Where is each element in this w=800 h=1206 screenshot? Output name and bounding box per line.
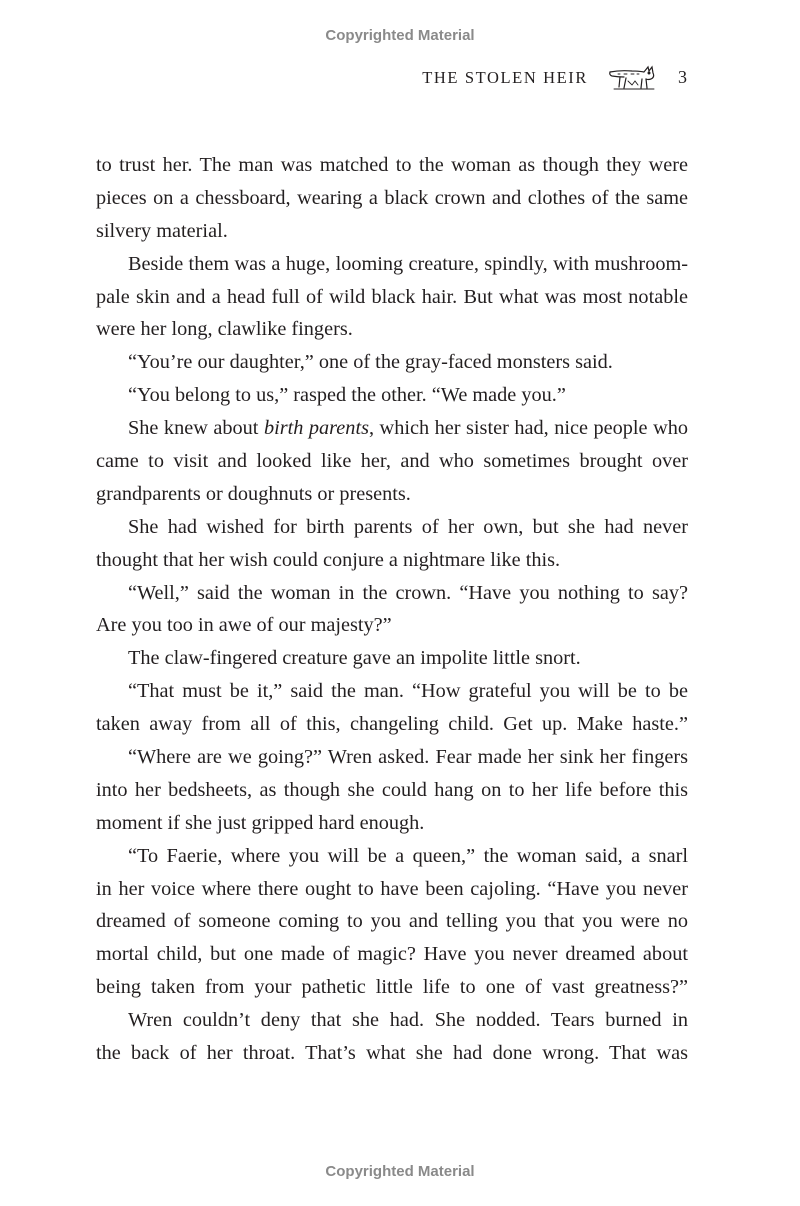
text-line bbox=[96, 511, 688, 544]
text-line bbox=[96, 1004, 688, 1037]
text-line bbox=[96, 807, 688, 840]
text-line bbox=[96, 741, 688, 774]
text-line bbox=[96, 675, 688, 708]
text-line bbox=[96, 642, 688, 675]
text-segment: dreamed of someone coming to you and telling you that you were no bbox=[96, 910, 688, 933]
text-line bbox=[96, 281, 688, 314]
cat-drawing-icon bbox=[606, 64, 658, 92]
copyright-watermark-bottom: Copyrighted Material bbox=[325, 1163, 475, 1180]
text-segment: pale skin and a head full of wild black hair. But what was most notable bbox=[96, 285, 688, 308]
text-segment: silvery material. bbox=[96, 219, 228, 242]
text-segment: came to visit and looked like her, and who sometimes brought over bbox=[96, 450, 688, 473]
text-line bbox=[96, 215, 688, 248]
text-segment: “Where are we going?” Wren asked. Fear made her sink her fingers bbox=[128, 746, 688, 769]
text-segment: , which her sister had, nice people who bbox=[368, 417, 688, 440]
text-segment: She had wished for birth parents of her own, but she had never bbox=[128, 515, 688, 538]
text-line bbox=[96, 478, 688, 511]
text-line bbox=[96, 544, 688, 577]
text-line bbox=[96, 182, 688, 215]
running-head bbox=[0, 64, 800, 94]
text-line bbox=[96, 938, 688, 971]
text-line bbox=[96, 379, 688, 412]
text-line bbox=[96, 577, 688, 610]
text-segment: the back of her throat. That’s what she had done wrong. That was bbox=[96, 1042, 688, 1065]
text-segment: “To Faerie, where you will be a queen,” the woman said, a snarl bbox=[128, 844, 688, 867]
text-segment: moment if she just gripped hard enough. bbox=[96, 811, 425, 834]
text-line bbox=[96, 313, 688, 346]
text-line bbox=[96, 905, 688, 938]
text-segment: taken away from all of this, changeling child. Get up. Make haste.” bbox=[96, 713, 688, 736]
text-line bbox=[96, 412, 688, 445]
text-segment: Are you too in awe of our majesty?” bbox=[96, 614, 392, 637]
text-segment: were her long, clawlike fingers. bbox=[96, 318, 353, 341]
text-segment: grandparents or doughnuts or presents. bbox=[96, 482, 411, 505]
text-segment: “You’re our daughter,” one of the gray-faced monsters said. bbox=[128, 351, 613, 374]
book-title: THE STOLEN HEIR bbox=[422, 68, 588, 87]
text-segment: thought that her wish could conjure a nightmare like this. bbox=[96, 548, 561, 571]
text-segment: She knew about bbox=[128, 417, 264, 440]
text-segment: Wren couldn’t deny that she had. She nodded. Tears burned in bbox=[128, 1009, 688, 1032]
text-line bbox=[96, 971, 688, 1004]
text-segment: “You belong to us,” rasped the other. “We made you.” bbox=[128, 384, 566, 407]
text-segment: into her bedsheets, as though she could hang on to her life before this bbox=[96, 778, 688, 801]
text-segment: “That must be it,” said the man. “How grateful you will be to be bbox=[128, 680, 688, 703]
text-line bbox=[96, 774, 688, 807]
text-line bbox=[96, 609, 688, 642]
text-line bbox=[96, 346, 688, 379]
text-segment: The claw-fingered creature gave an impolite little snort. bbox=[128, 647, 581, 670]
page-number: 3 bbox=[678, 67, 687, 87]
italic-text: birth parents bbox=[263, 417, 369, 440]
text-line bbox=[96, 708, 688, 741]
text-segment: “Well,” said the woman in the crown. “Have you nothing to say? bbox=[128, 581, 688, 604]
text-segment: pieces on a chessboard, wearing a black crown and clothes of the same bbox=[96, 186, 688, 209]
body-text bbox=[96, 149, 688, 1070]
text-line bbox=[96, 248, 688, 281]
copyright-watermark-top: Copyrighted Material bbox=[325, 27, 475, 44]
text-segment: in her voice where there ought to have been cajoling. “Have you never bbox=[96, 877, 688, 900]
text-segment: to trust her. The man was matched to the woman as though they were bbox=[96, 154, 688, 176]
text-segment: Beside them was a huge, looming creature, spindly, with mushroom- bbox=[128, 252, 688, 275]
text-line bbox=[96, 1037, 688, 1070]
text-segment: mortal child, but one made of magic? Have you never dreamed about bbox=[96, 943, 688, 966]
text-line bbox=[96, 840, 688, 873]
text-line bbox=[96, 445, 688, 478]
text-line bbox=[96, 149, 688, 182]
text-segment: being taken from your pathetic little life to one of vast greatness?” bbox=[96, 976, 688, 999]
text-line bbox=[96, 873, 688, 906]
